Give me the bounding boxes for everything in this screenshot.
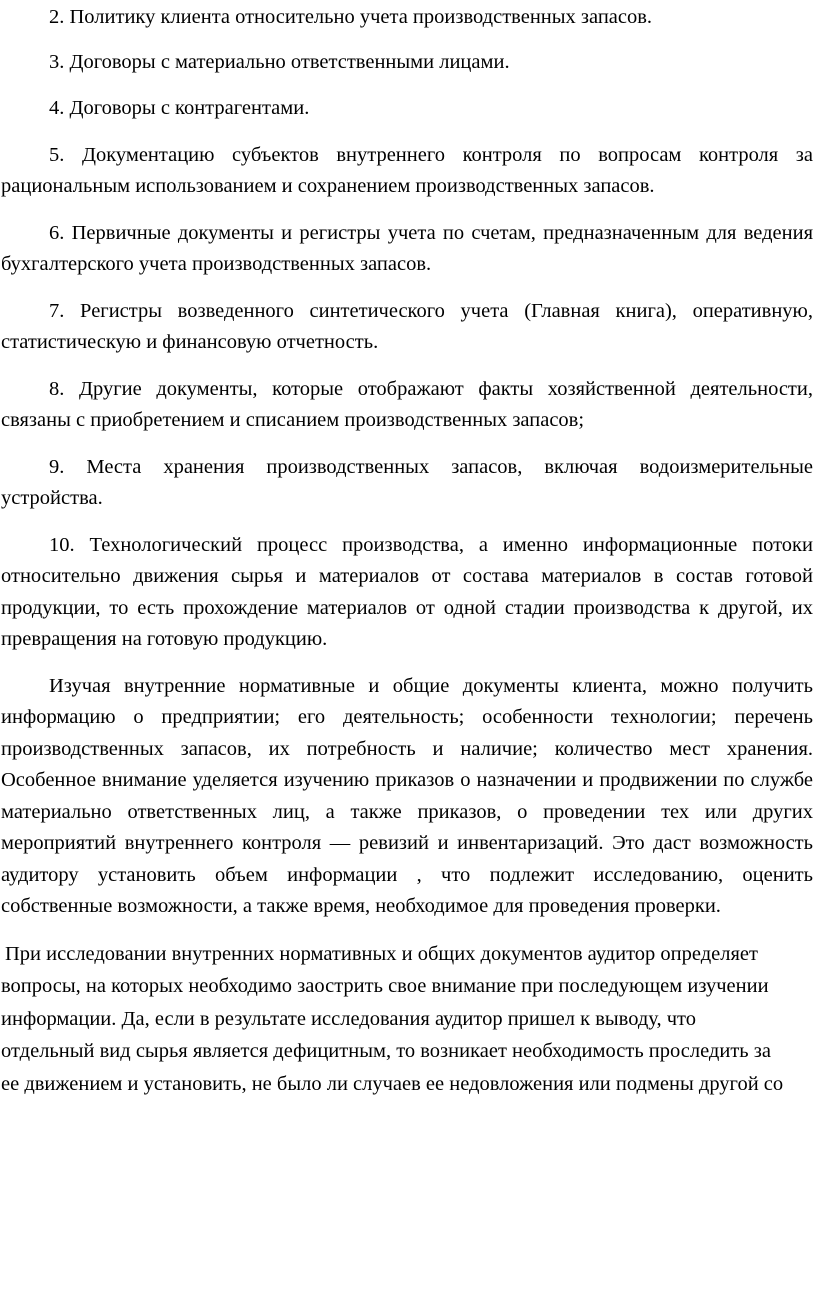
list-item-5: 5. Документацию субъектов внутреннего контроля по вопросам контроля за рациональным использованием и сохранением производственных запасов. [1,143,813,197]
list-item-2: 2. Политику клиента относительно учета производственных запасов. [49,6,653,28]
list-item-6: 6. Первичные документы и регистры учета по счетам, предназначенным для ведения бухгалтерского учета производственных запасов. [1,221,813,275]
list-item-3: 3. Договоры с материально ответственными лицами. [49,50,510,73]
paragraph-research-documents: При исследовании внутренних нормативных и общих документов аудитор определяет вопросы, на которых необходимо заострить свое внимание при последующем изучении информации. Да, если в результате исследования аудитор пришел к выводу, что отдельный вид сырья является дефицитным, то возникает необходимость проследить за ее движением и установить, не было ли случаев ее недовложения или подмены другой со [1,942,784,1095]
list-item-9: 9. Места хранения производственных запасов, включая водоизмерительные устройства. [1,455,813,509]
list-item-4: 4. Договоры с контрагентами. [49,97,310,119]
list-item-10: 10. Технологический процесс производства, а именно информационные потоки относительно движения сырья и материалов от состава материалов в состав готовой продукции, то есть прохождение материалов от одной стадии производства к другой, их превращения на готовую продукцию. [1,533,813,650]
list-item-7: 7. Регистры возведенного синтетического учета (Главная книга), оперативную, статистическую и финансовую отчетность. [1,299,813,353]
list-item-8: 8. Другие документы, которые отображают факты хозяйственной деятельности, связаны с приобретением и списанием производственных запасов; [1,377,813,431]
paragraph-study-documents: Изучая внутренние нормативные и общие документы клиента, можно получить информацию о предприятии; его деятельность; особенности технологии; перечень производственных запасов, их потребность и наличие; количество мест хранения. Особенное внимание уделяется изучению приказов о назначении и продвижении по службе материально ответственных лиц, а также приказов, о проведении тех или других мероприятий внутреннего контроля — ревизий и инвентаризаций. Это даст возможность аудитору установить объем информации , что подлежит исследованию, оценить собственные возможности, а также время, необходимое для проведения проверки. [1,674,813,917]
